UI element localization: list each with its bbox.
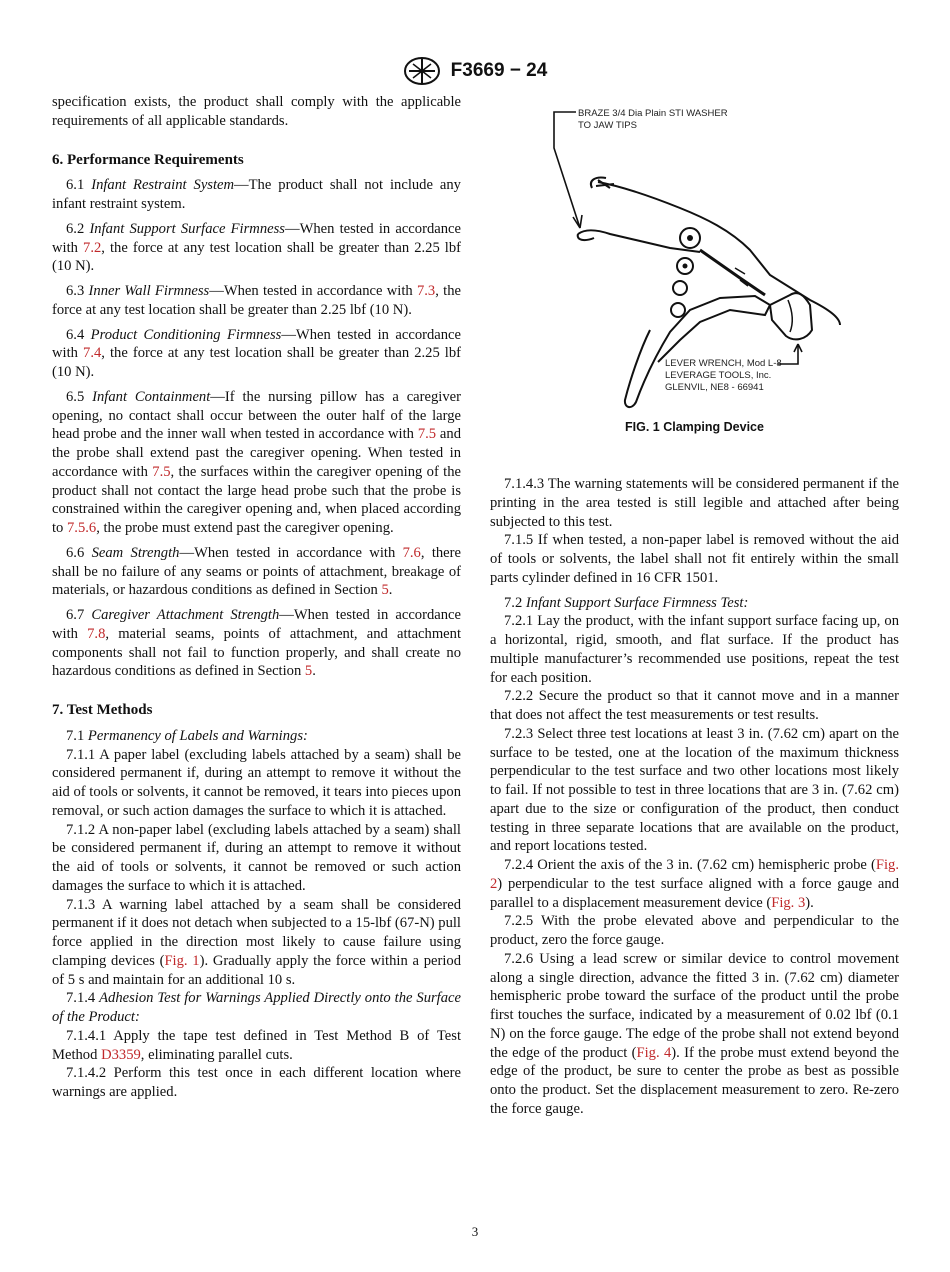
clamping-device-figure [540,100,900,430]
paragraph-7-1-5: 7.1.5 If when tested, a non-paper label is removed without the aid of tools or solvents, the label shall not fit entirely within the small parts cylinder defined in 16 CFR 1501. [490,532,899,586]
ref-link[interactable]: 5 [304,663,313,680]
ref-link[interactable]: Fig. 1 [164,952,200,969]
figure-label-top-1: BRAZE 3/4 Dia Plain STI WASHER [578,108,728,119]
figure-label-bottom-3: GLENVIL, NE8 - 66941 [665,382,764,393]
ref-link[interactable]: 7.4 [83,345,102,362]
paragraph-7-1-3: 7.1.3 A warning label attached by a seam shall be considered permanent if it does not detach when subjected to a 15-lbf (67-N) pull force applied in the direction most likely to cause failure using clamping devices (Fig. 1). Gradually apply the force within a period of 5 s and maintain for an additional 10 s. [52,896,462,988]
paragraph-7-2-3: 7.2.3 Select three test locations at least 3 in. (7.62 cm) apart on the surface to be tested, one at the location of the maximum thickness perpendicular to the test surface and two other locations most likely to fail. If not possible to test in three locations that are 3 in. (7.62 cm) apart due to the size or configuration of the product, then conduct testing in three separate locations that are available on the product, and report locations tested. [490,725,899,855]
paragraph-6-6: 6.6 Seam Strength—When tested in accordance with 7.6, there shall be no failure of any seams or points of attachment, breakage of materials, or hazardous conditions as defined in Section 5. [52,544,462,599]
figure-label-bottom-2: LEVERAGE TOOLS, Inc. [665,370,772,381]
paragraph-7-1: 7.1 Permanency of Labels and Warnings: [66,727,308,744]
section-6-heading: 6. Performance Requirements [52,151,244,168]
paragraph-6-7: 6.7 Caregiver Attachment Strength—When tested in accordance with 7.8, material seams, points of attachment, and attachment components shall not fail to function properly, and shall create no hazardous conditions as defined in Section 5. [52,607,461,680]
paragraph-7-2-5: 7.2.5 With the probe elevated above and perpendicular to the product, zero the force gauge. [490,913,899,948]
paragraph-7-2-4: 7.2.4 Orient the axis of the 3 in. (7.62 cm) hemispheric probe (Fig. 2) perpendicular to the test surface aligned with a force gauge and parallel to a displacement measurement device (Fig. 3). [490,857,899,911]
page-header [0,56,950,86]
paragraph-7-1-4-3: 7.1.4.3 The warning statements will be considered permanent if the printing in the area tested is still legible and attached after being subjected to this test. [490,476,899,530]
page-number: 3 [471,1224,479,1239]
standard-designation: F3669 − 24 [450,60,548,81]
right-column [490,475,899,1119]
left-column [52,93,461,1102]
intro-paragraph: specification exists, the product shall comply with the applicable requirements of all applicable standards. [52,94,461,129]
ref-link[interactable]: Fig. 4 [636,1044,672,1061]
ref-link[interactable]: Fig. 2 [490,857,899,892]
ref-link[interactable]: 7.5 [417,426,437,443]
paragraph-7-2-2: 7.2.2 Secure the product so that it cannot move and in a manner that does not affect the test measurements or test results. [490,688,899,723]
ref-link[interactable]: 7.5 [152,463,171,480]
paragraph-7-2-6: 7.2.6 Using a lead screw or similar device to control movement along a single direction, advance the fitted 3 in. (7.62 cm) diameter hemispheric probe toward the surface of the product until the probe first touches the surface, indicated by a measurement of 0.02 lbf (0.1 N) on the force gauge. The edge of the probe shall not extend beyond the edge of the product (Fig. 4). If the probe must extend beyond the edge of the product, be sure to center the probe as best as possible onto the product. Set the displacement measurement to zero. Re-zero the force gauge. [490,950,900,1117]
paragraph-6-1: 6.1 Infant Restraint System—The product shall not include any infant restraint system. [52,177,461,212]
ref-link[interactable]: Fig. 3 [771,894,806,911]
paragraph-7-1-1: 7.1.1 A paper label (excluding labels attached by a seam) shall be considered permanent if, during an attempt to remove it without the aid of tools or solvents, it cannot be removed, it tears into pieces upon removal, or such action damages the surface to which it is attached. [52,746,461,819]
ref-link[interactable]: 7.3 [416,283,436,299]
ref-link[interactable]: 5 [381,582,389,599]
astm-logo-icon [403,56,441,86]
paragraph-7-1-4: 7.1.4 Adhesion Test for Warnings Applied Directly onto the Surface of the Product: [52,990,461,1025]
paragraph-6-3: 6.3 Inner Wall Firmness—When tested in accordance with 7.3, the force at any test location shall be greater than 2.25 lbf (10 N). [52,283,461,318]
paragraph-7-1-4-1: 7.1.4.1 Apply the tape test defined in Test Method B of Test Method D3359, eliminating parallel cuts. [52,1027,461,1063]
paragraph-7-1-2: 7.1.2 A non-paper label (excluding labels attached by a seam) shall be considered permanent if, during an attempt to remove it without the aid of tools or solvents, it cannot be removed or such action damages the surface to which it is attached. [52,821,461,894]
paragraph-7-1-4-2: 7.1.4.2 Perform this test once in each different location where warnings are applied. [52,1065,461,1100]
paragraph-7-2: 7.2 Infant Support Surface Firmness Test: [504,594,749,611]
paragraph-7-2-1: 7.2.1 Lay the product, with the infant support surface facing up, on a horizontal, rigid, smooth, and flat surface. If the product has multiple manufacturer’s recommended use positions, repeat the test for each position. [490,613,899,686]
section-7-heading: 7. Test Methods [52,702,153,718]
figure-label-bottom-1: LEVER WRENCH, Mod L-8 [665,358,782,369]
ref-link[interactable]: D3359 [101,1046,141,1063]
paragraph-6-5: 6.5 Infant Containment—If the nursing pillow has a caregiver opening, no contact shall occur between the outer half of the large head probe and the inner wall when tested in accordance with 7.5 and the probe shall extend past the caregiver opening. When tested in accordance with 7.5, the surfaces within the caregiver opening of the product shall not contact the large head probe such that the probe is constrained within the caregiver opening and, when placed according to 7.5.6, the probe must extend past the caregiver opening. [52,388,461,536]
figure-label-top-2: TO JAW TIPS [578,120,637,131]
ref-link[interactable]: 7.5.6 [67,520,97,536]
paragraph-6-4: 6.4 Product Conditioning Firmness—When tested in accordance with 7.4, the force at any test location shall be greater than 2.25 lbf (10 N). [52,326,462,380]
paragraph-6-2: 6.2 Infant Support Surface Firmness—When tested in accordance with 7.2, the force at any test location shall be greater than 2.25 lbf (10 N). [52,220,462,275]
ref-link[interactable]: 7.6 [402,544,421,561]
ref-link[interactable]: 7.8 [87,625,106,642]
ref-link[interactable]: 7.2 [83,239,102,256]
figure-caption: FIG. 1 Clamping Device [625,420,764,434]
